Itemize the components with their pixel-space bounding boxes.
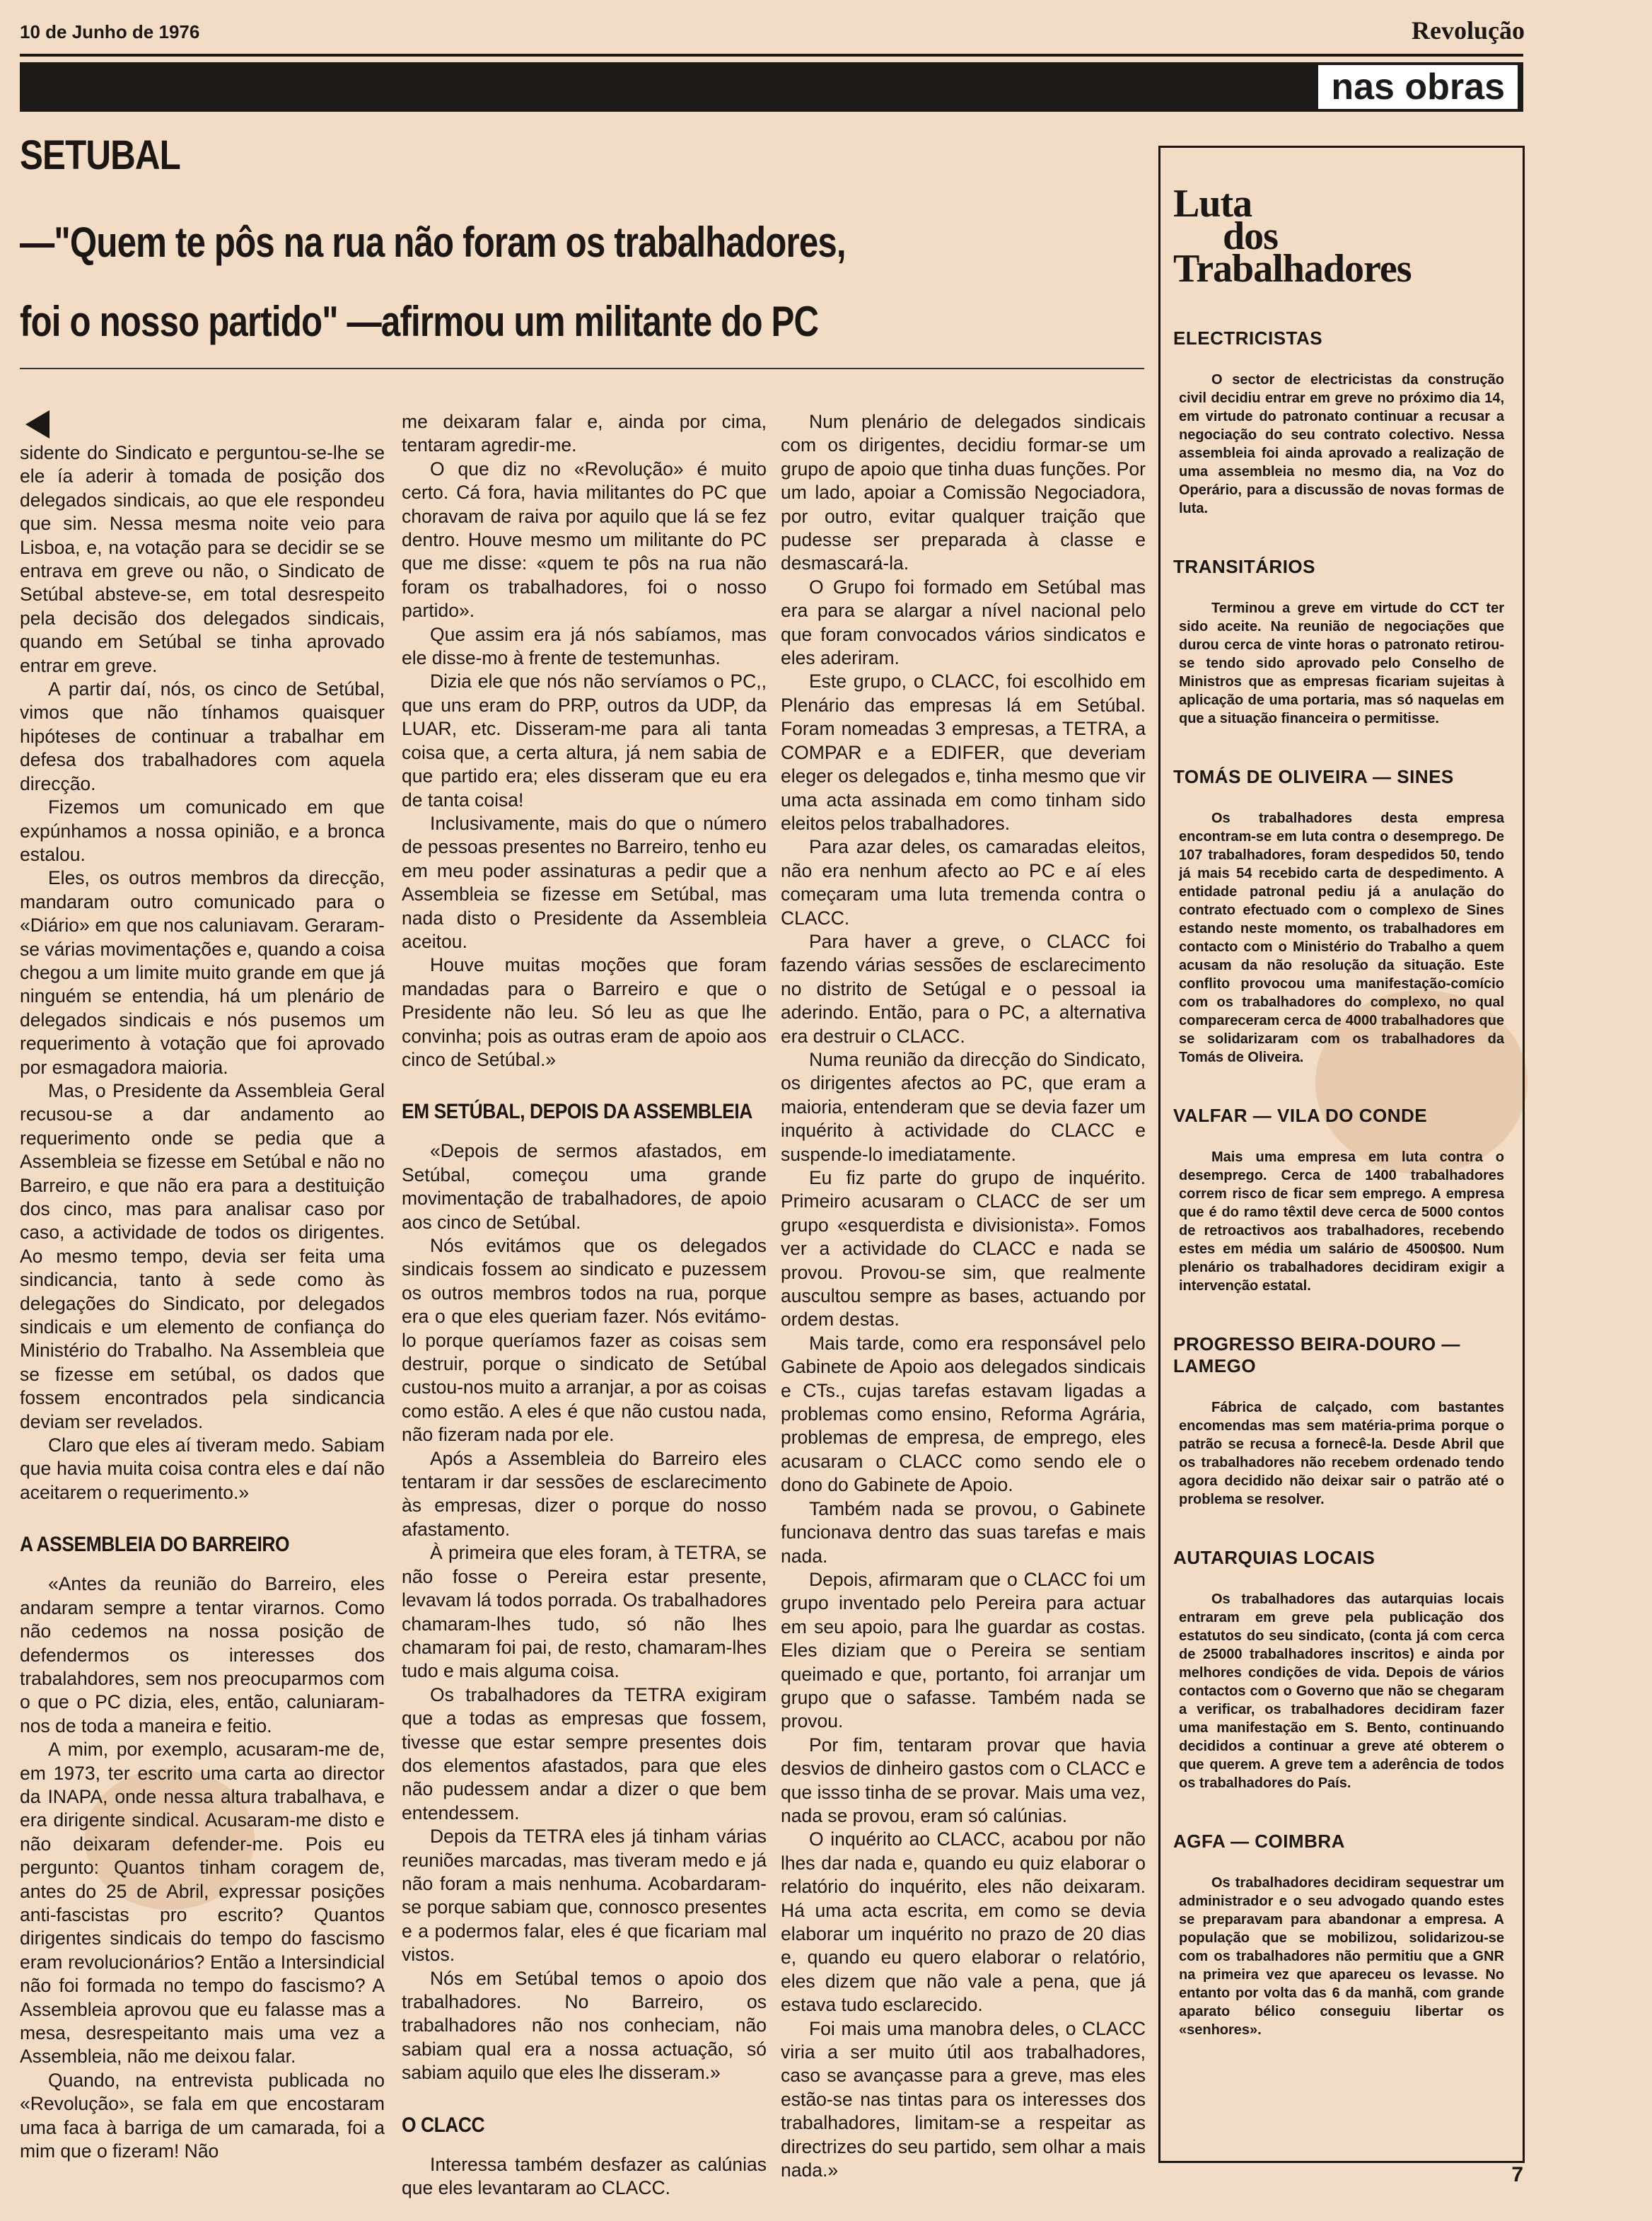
sidebar-box [1158, 146, 1525, 2163]
paragraph: Depois, afirmaram que o CLACC foi um grupo inventado pelo Pereira para actuar em seu apoio, para lhe guardar as costas. Eles diziam que o Pereira se sentiam queimado e que, portanto, foi arranjar um grupo que o safasse. Também nada se provou. [781, 1568, 1146, 1732]
sidebar-title-word: Luta [1173, 182, 1252, 226]
paragraph: Mas, o Presidente da Assembleia Geral recusou-se a dar andamento ao requerimento onde se pedia que a Assembleia se fizesse em Setúbal e não no Barreiro, e que não era para a destituição dos cinco, mas para analisar caso por caso, a actividade de todos os dirigentes. Ao mesmo tempo, devia ser feita uma sindicancia, tanto à sede como às delegações do Sindicato, por delegados sindicais e um elemento de confiança do Ministério do Trabalho. Na Assembleia que se fizesse em setúbal, os dados que fossem encontrados pela sindicancia deviam ser revelados. [20, 1079, 385, 1432]
section-bar [20, 62, 1523, 112]
paragraph: Depois da TETRA eles já tinham várias reuniões marcadas, mas tiveram medo e já não foram a mais nenhuma. Acobardaram-se porque sabiam que, connosco presentes e a podermos falar, eles é que ficariam mal vistos. [402, 1826, 767, 1966]
article-column-2 [402, 410, 767, 2200]
paragraph: Houve muitas moções que foram mandadas para o Barreiro e que o Presidente não leu. Só leu as que lhe convinha; pois as outras eram de apoio aos cinco de Setúbal.» [402, 954, 767, 1070]
paragraph: Quando, na entrevista publicada no «Revolução», se fala em que encostaram uma faca à barriga de um camarada, foi a mim que o fizeram! Não [20, 2069, 385, 2162]
paragraph: Que assim era já nós sabíamos, mas ele disse-mo à frente de testemunhas. [402, 623, 767, 669]
sidebar-title [1173, 182, 1510, 291]
paragraph: Eles, os outros membros da direcção, mandaram outro comunicado para o «Diário» em que nos caluniavam. Geraram-se várias movimentações e, quando a coisa chegou a um limite muito grande em que já ninguém se entendia, há um plenário de delegados sindicais e nós pusemos um requerimento à votação que foi aprovado por esmagadora maioria. [20, 867, 385, 1078]
sidebar-item-text: Os trabalhadores desta empresa encontram-se em luta contra o desemprego. De 107 trabalhadores, foram despedidos 50, tendo já mais 54 recebido carta de despedimento. A entidade patronal pediu já a anulação do contrato efectuado com o complexo de Sines estando neste momento, os trabalhadores em contacto com o Ministério do Trabalho a quem acusam da não resolução da situação. Este conflito provocou uma manifestação-comício com os trabalhadores do complexo, no qual compareceram cerca de 4000 trabalhadores que se solidarizaram com os trabalhadores da Tomás de Oliveira. [1179, 811, 1504, 1065]
paragraph: «Depois de sermos afastados, em Setúbal, começou uma grande movimentação de trabalhadores, de apoio aos cinco de Setúbal. [402, 1140, 767, 1233]
paragraph: Fizemos um comunicado em que expúnhamos a nossa opinião, e a bronca estalou. [20, 796, 385, 865]
paragraph: sidente do Sindicato e perguntou-se-lhe se ele ía aderir à tomada de posição dos delegados sindicais, ao que ele respondeu que sim. Nessa mesma noite veio para Lisboa, e, na votação para se decidir se se entrava em greve ou não, o Sindicato de Setúbal absteve-se, em total desrespeito pela decisão dos delegados sindicais, quando em Setúbal se tinha aprovado entrar em greve. [20, 442, 385, 676]
sidebar-item-text: O sector de electricistas da construção civil decidiu entrar em greve no próximo dia 14, em virtude do patronato continuar a recusar a negociação do seu contrato colectivo. Nessa assembleia foi ainda aprovado a realização de uma assembleia no mesmo dia, na Voz do Operário, para a discussão de novas formas de luta. [1179, 372, 1504, 516]
paragraph: Foi mais uma manobra deles, o CLACC viria a ser muito útil aos trabalhadores, caso se avançasse para a greve, mas eles estão-se nas tintas para os interesses dos trabalhadores, limitam-se a respeitar as directrizes do seu partido, sem olhar a mais nada.» [781, 2017, 1146, 2181]
paragraph: Para haver a greve, o CLACC foi fazendo várias sessões de esclarecimento no distrito de Setúgal e o pessoal ia aderindo. Então, para o PC, a alternativa era destruir o CLACC. [781, 930, 1146, 1047]
paragraph: Para azar deles, os camaradas eleitos, não era nenhum afecto ao PC e aí eles começaram uma luta tremenda contra o CLACC. [781, 836, 1146, 929]
continuation-arrow-icon [25, 410, 50, 439]
sidebar-item-text: Terminou a greve em virtude do CCT ter sido aceite. Na reunião de negociações que durou cerca de vinte horas o patronato retirou-se tendo sido aprovado pelo Conselho de Ministros que as empresas ficariam sujeitas à aplicação de uma portaria, mas só naquelas em que a situação financeira o permitisse. [1179, 601, 1504, 726]
page-number: 7 [1511, 2163, 1523, 2186]
paragraph: Claro que eles aí tiveram medo. Sabiam que havia muita coisa contra eles e daí não aceitarem o requerimento.» [20, 1434, 385, 1503]
paragraph: me deixaram falar e, ainda por cima, tentaram agredir-me. [402, 411, 767, 456]
top-rule [20, 54, 1523, 57]
paragraph: O inquérito ao CLACC, acabou por não lhes dar nada e, quando eu quiz elaborar o relatório do inquérito, eles não deixaram. Há uma acta escrita, em como se devia elaborar um inquérito no prazo de 20 dias e, quando eu quero elaborar o relatório, eles dizem que não vale a pena, que já estava tudo esclarecido. [781, 1828, 1146, 2016]
sidebar-title-word: dos [1223, 214, 1278, 258]
paragraph: Dizia ele que nós não servíamos o PC,, que uns eram do PRP, outros da UDP, da LUAR, etc. Disseram-me para ali tanta coisa que, a certa altura, já nem sabia de que partido era; eles disseram que eu era de tanta coisa! [402, 671, 767, 811]
headline-line-1: —"Quem te pôs na rua não foram os trabalhadores, [20, 219, 846, 266]
paragraph: Após a Assembleia do Barreiro eles tentaram ir dar sessões de esclarecimento às empresas, dizer o porque do nosso afastamento. [402, 1447, 767, 1540]
paragraph: Por fim, tentaram provar que havia desvios de dinheiro gastos com o CLACC e que issso tinha de se provar. Mais uma vez, nada se provou, eram só calúnias. [781, 1734, 1146, 1826]
paragraph: Nós evitámos que os delegados sindicais fossem ao sindicato e puzessem os outros membros todos na rua, porque era o que eles queriam fazer. Nós evitámo-lo porque queríamos fazer as coisas sem destruir, porque o sindicato de Setúbal custou-nos muito a arranjar, a por as coisas como estão. A eles é que não custou nada, não fizeram nada por ele. [402, 1235, 767, 1446]
paragraph: Este grupo, o CLACC, foi escolhido em Plenário das empresas lá em Setúbal. Foram nomeadas 3 empresas, a TETRA, a COMPAR e a EDIFER, que deveriam eleger os delegados e, tinha mesmo que vir uma acta assinada em como tinham sido eleitos pelos trabalhadores. [781, 671, 1146, 834]
paragraph: À primeira que eles foram, à TETRA, se não fosse o Pereira estar presente, levavam lá todos porrada. Os trabalhadores chamaram-lhes tudo, só não lhes chamaram foi pai, de resto, chamaram-lhes tudo e mais alguma coisa. [402, 1542, 767, 1682]
paragraph: O que diz no «Revolução» é muito certo. Cá fora, havia militantes do PC que choravam de raiva por aquilo que lá se fez dentro. Houve mesmo um militante do PC que me disse: «quem te pôs na rua não foram os trabalhadores, foi o nosso partido». [402, 458, 767, 622]
subheading: EM SETÚBAL, DEPOIS DA ASSEMBLEIA [402, 1100, 752, 1124]
paragraph: Eu fiz parte do grupo de inquérito. Primeiro acusaram o CLACC de ser um grupo «esquerdista e divisionista». Fomos ver a actividade do CLACC e nada se provou. Provou-se sim, que realmente auscultou sempre as bases, actuando por ordem destas. [781, 1167, 1146, 1330]
paragraph: O Grupo foi formado em Setúbal mas era para se alargar a nível nacional pelo que foram convocados vários sindicatos e eles aderiram. [781, 576, 1146, 669]
article-column-3 [781, 410, 1146, 2182]
sidebar-item-heading: ELECTRICISTAS [1173, 327, 1323, 349]
sidebar-item-text: Os trabalhadores decidiram sequestrar um administrador e o seu advogado quando estes se preparavam para abandonar a empresa. A população que se mobilizou, solidarizou-se com os trabalhadores não permitiu que a GNR na primeira vez que apareceu os levasse. No entanto por volta das 6 da manhã, com grande aparato bélico conseguiu libertar os «senhores». [1179, 1875, 1504, 2038]
article-column-1 [20, 403, 385, 2163]
paragraph: Também nada se provou, o Gabinete funcionava dentro das suas tarefas e mais nada. [781, 1497, 1146, 1567]
sidebar-title-word: Trabalhadores [1173, 247, 1412, 291]
subheading: A ASSEMBLEIA DO BARREIRO [20, 1533, 290, 1557]
sidebar-item-heading: AGFA — COIMBRA [1173, 1831, 1345, 1852]
sidebar-item-heading: TOMÁS DE OLIVEIRA — SINES [1173, 766, 1454, 787]
paragraph: Mais tarde, como era responsável pelo Gabinete de Apoio aos delegados sindicais e CTs., cujas tarefas estavam ligadas a problemas como ensino, Reforma Agrária, problemas de empresa, de emprego, eles acusaram o CLACC como sendo ele o dono do Gabinete de Apoio. [781, 1332, 1146, 1496]
sidebar-item-text: Os trabalhadores das autarquias locais entraram em greve pela publicação dos estatutos do seu sindicato, (conta já com cerca de 25000 trabalhadores inscritos) e ainda por melhores condições de vida. Depois de vários contactos com o Governo que não se chegaram a verificar, os trabalhadores decidiram fazer uma manifestação em S. Bento, continuando decididos a continuar a greve até obterem o que querem. A greve tem a aderência de todos os trabalhadores do País. [1179, 1591, 1504, 1791]
paragraph: Interessa também desfazer as calúnias que eles levantaram ao CLACC. [402, 2153, 767, 2199]
issue-date: 10 de Junho de 1976 [20, 21, 200, 42]
sidebar-item-text: Fábrica de calçado, com bastantes encomendas mas sem matéria-prima porque o patrão se recusa a fornecê-la. Desde Abril que os trabalhadores não recebem ordenado tendo agora decidido não deixar sair o patrão até o problema se resolver. [1179, 1400, 1504, 1507]
paragraph: Os trabalhadores da TETRA exigiram que a todas as empresas que fossem, tivesse que estar sempre presentes dois dos elementos afastados, para que eles não pudessem andar a dizer o que bem entendessem. [402, 1683, 767, 1823]
headline-rule [20, 368, 1144, 369]
newspaper-name: Revolução [1412, 16, 1525, 45]
paragraph: Numa reunião da direcção do Sindicato, os dirigentes afectos ao PC, que eram a maioria, entenderam que se devia fazer um inquérito à actividade do CLACC e suspende-lo imediatamente. [781, 1048, 1146, 1165]
headline-kicker: SETUBAL [20, 132, 180, 178]
paragraph: «Antes da reunião do Barreiro, eles andaram sempre a tentar virarnos. Como não cedemos na nossa posição de defendermos os interesses dos trabalahdores, sem nos preocuparmos com o que o PC dizia, eles, então, caluniaram-nos de toda a maneira e feitio. [20, 1573, 385, 1736]
headline-line-2: foi o nosso partido" —afirmou um militante do PC [20, 298, 819, 345]
paragraph: A partir daí, nós, os cinco de Setúbal, vimos que não tínhamos quaisquer hipóteses de continuar a trabalhar em defesa dos trabalhadores com aquela direcção. [20, 678, 385, 794]
sidebar-item-text: Mais uma empresa em luta contra o desemprego. Cerca de 1400 trabalhadores correm risco de ficar sem emprego. A empresa que é do ramo têxtil deve cerca de 5000 contos de retroactivos aos trabalhadores, recebendo estes em média um salário de 4500$00. Num plenário os trabalhadores decidiram exigir a intervenção estatal. [1179, 1149, 1504, 1294]
paragraph: Nós em Setúbal temos o apoio dos trabalhadores. No Barreiro, os trabalhadores não nos conheciam, não sabiam qual era a nossa actuação, só sabiam aquilo que eles lhe disseram.» [402, 1967, 767, 2084]
subheading: O CLACC [402, 2113, 485, 2137]
paragraph: A mim, por exemplo, acusaram-me de, em 1973, ter escrito uma carta ao director da INAPA, onde nessa altura trabalhava, e era dirigente sindical. Acusaram-me disto e não deixaram defender-me. Pois eu pergunto: Quantos tinham coragem de, antes do 25 de Abril, expressar posições anti-fascistas pro escrito? Quantos dirigentes sindicais do tempo do fascismo eram revolucionários? Então a Intersindicial não foi formada no tempo do fascismo? A Assembleia aprovou que eu falasse mas a mesa, desrespeitanto mais uma vez a Assembleia, não me deixou falar. [20, 1739, 385, 2068]
paragraph: Num plenário de delegados sindicais com os dirigentes, decidiu formar-se um grupo de apoio que tinha duas funções. Por um lado, apoiar a Comissão Negociadora, por outro, evitar qualquer traição que pudesse ser preparada à classe e desmascará-la. [781, 411, 1146, 574]
section-label: nas obras [1318, 65, 1518, 109]
sidebar-item-heading: PROGRESSO BEIRA-DOURO — LAMEGO [1173, 1333, 1460, 1376]
sidebar-item-heading: TRANSITÁRIOS [1173, 556, 1315, 577]
paragraph: Inclusivamente, mais do que o número de pessoas presentes no Barreiro, tenho eu em meu poder assinaturas a pedir que a Assembleia se fizesse em Setúbal, mas nada disto o Presidente da Assembleia aceitou. [402, 812, 767, 952]
sidebar-item-heading: AUTARQUIAS LOCAIS [1173, 1547, 1375, 1568]
sidebar-item-heading: VALFAR — VILA DO CONDE [1173, 1105, 1428, 1126]
